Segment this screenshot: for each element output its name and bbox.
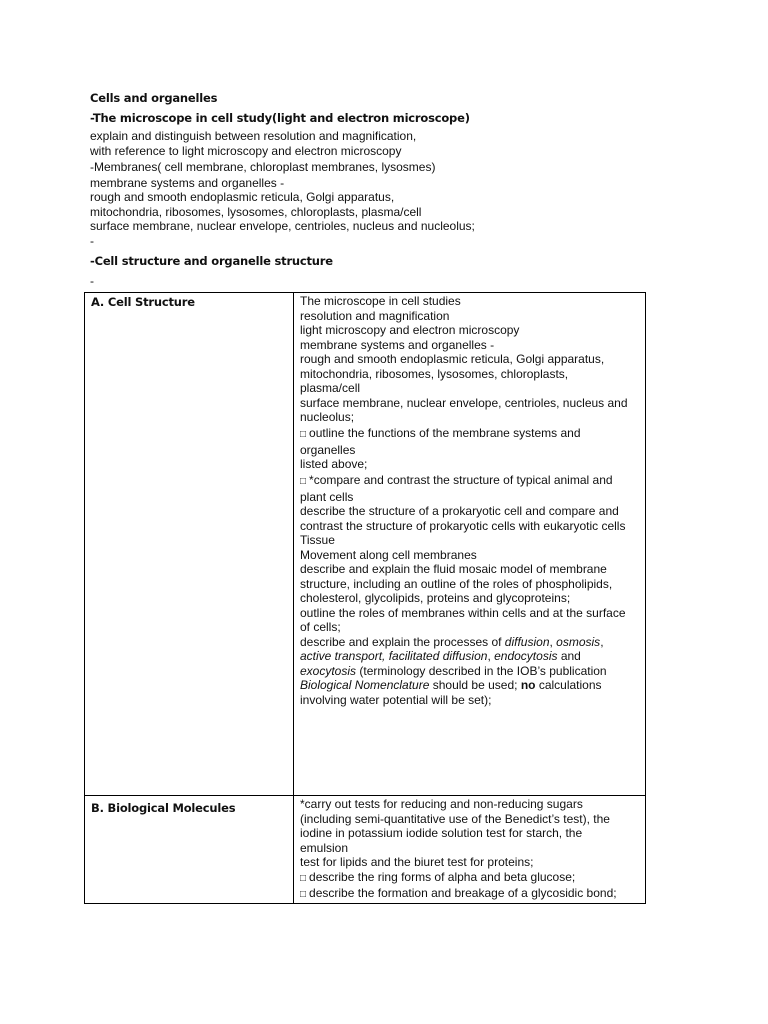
table-row	[85, 293, 646, 796]
intro-line: -	[90, 233, 94, 248]
content-line: listed above;	[300, 457, 368, 471]
content-line: resolution and magnification	[300, 308, 450, 323]
bullet-icon: □	[300, 476, 307, 487]
document-subtitle: -The microscope in cell study(light and electron microscope)	[90, 111, 470, 125]
content-line: light microscopy and electron microscopy	[300, 323, 520, 337]
content-line: nucleolus;	[300, 410, 355, 424]
content-line: describe the structure of a prokaryotic cell and compare and	[300, 504, 619, 518]
content-line: surface membrane, nuclear envelope, centrioles, nucleus and	[300, 395, 628, 410]
intro-line: rough and smooth endoplasmic reticula, Golgi apparatus,	[90, 190, 395, 204]
content-line: active transport, facilitated diffusion, endocytosis and	[300, 649, 581, 663]
content-line: structure, including an outline of the roles of phospholipids,	[300, 576, 613, 591]
content-line: describe and explain the processes of diffusion, osmosis,	[300, 634, 604, 649]
row-content	[294, 293, 646, 796]
bullet-icon: □	[300, 872, 307, 884]
content-line: iodine in potassium iodide solution test for starch, the	[300, 826, 583, 840]
content-line: test for lipids and the biuret test for proteins;	[300, 855, 534, 869]
content-line: plasma/cell	[300, 381, 361, 395]
syllabus-table	[84, 292, 646, 904]
content-line: Biological Nomenclature should be used; no calculations	[300, 678, 602, 692]
list-item: □ describe the ring forms of alpha and beta glucose;	[300, 869, 576, 884]
content-line: *carry out tests for reducing and non-reducing sugars	[300, 797, 583, 811]
intro-line: surface membrane, nuclear envelope, centrioles, nucleus and nucleolus;	[90, 219, 475, 233]
bullet-icon: □	[300, 429, 307, 440]
list-item: □ *compare and contrast the structure of typical animal and	[300, 473, 613, 487]
content-line: Tissue	[300, 533, 335, 547]
content-line: emulsion	[300, 840, 349, 855]
intro-line: explain and distinguish between resolution and magnification,	[90, 129, 417, 143]
content-line: membrane systems and organelles -	[300, 337, 495, 352]
intro-line: with reference to light microscopy and electron microscopy	[90, 143, 402, 158]
list-item: □ outline the functions of the membrane systems and	[300, 426, 581, 440]
intro-text	[90, 129, 475, 248]
intro-line: -Membranes( cell membrane, chloroplast membranes, lysosmes)	[90, 159, 436, 174]
intro-line: mitochondria, ribosomes, lysosomes, chloroplasts, plasma/cell	[90, 204, 422, 219]
content-line: (including semi-quantitative use of the Benedict’s test), the	[300, 811, 610, 826]
section-heading: -Cell structure and organelle structure	[90, 254, 333, 268]
content-line: Movement along cell membranes	[300, 547, 477, 562]
content-line: describe and explain the fluid mosaic model of membrane	[300, 562, 607, 576]
list-item: □ describe the formation and breakage of a glycosidic bond;	[300, 886, 617, 900]
row-label: B. Biological Molecules	[85, 796, 294, 904]
content-line: rough and smooth endoplasmic reticula, Golgi apparatus,	[300, 352, 605, 366]
document-title: Cells and organelles	[90, 91, 218, 105]
content-line: plant cells	[300, 489, 354, 504]
content-line: exocytosis (terminology described in the IOB’s publication	[300, 663, 607, 678]
content-line: The microscope in cell studies	[300, 294, 461, 308]
content-line: cholesterol, glycolipids, proteins and glycoproteins;	[300, 591, 571, 605]
intro-line: membrane systems and organelles -	[90, 175, 285, 190]
content-line: mitochondria, ribosomes, lysosomes, chloroplasts,	[300, 366, 569, 381]
row-label: A. Cell Structure	[85, 293, 294, 796]
content-line: of cells;	[300, 620, 341, 634]
table-row	[85, 796, 646, 904]
content-line: contrast the structure of prokaryotic cells with eukaryotic cells	[300, 518, 626, 533]
content-line: involving water potential will be set);	[300, 692, 492, 707]
content-line: organelles	[300, 442, 356, 457]
dash-line: -	[90, 274, 94, 288]
bullet-icon: □	[300, 889, 307, 900]
row-content	[294, 796, 646, 904]
content-line: outline the roles of membranes within cells and at the surface	[300, 605, 626, 620]
